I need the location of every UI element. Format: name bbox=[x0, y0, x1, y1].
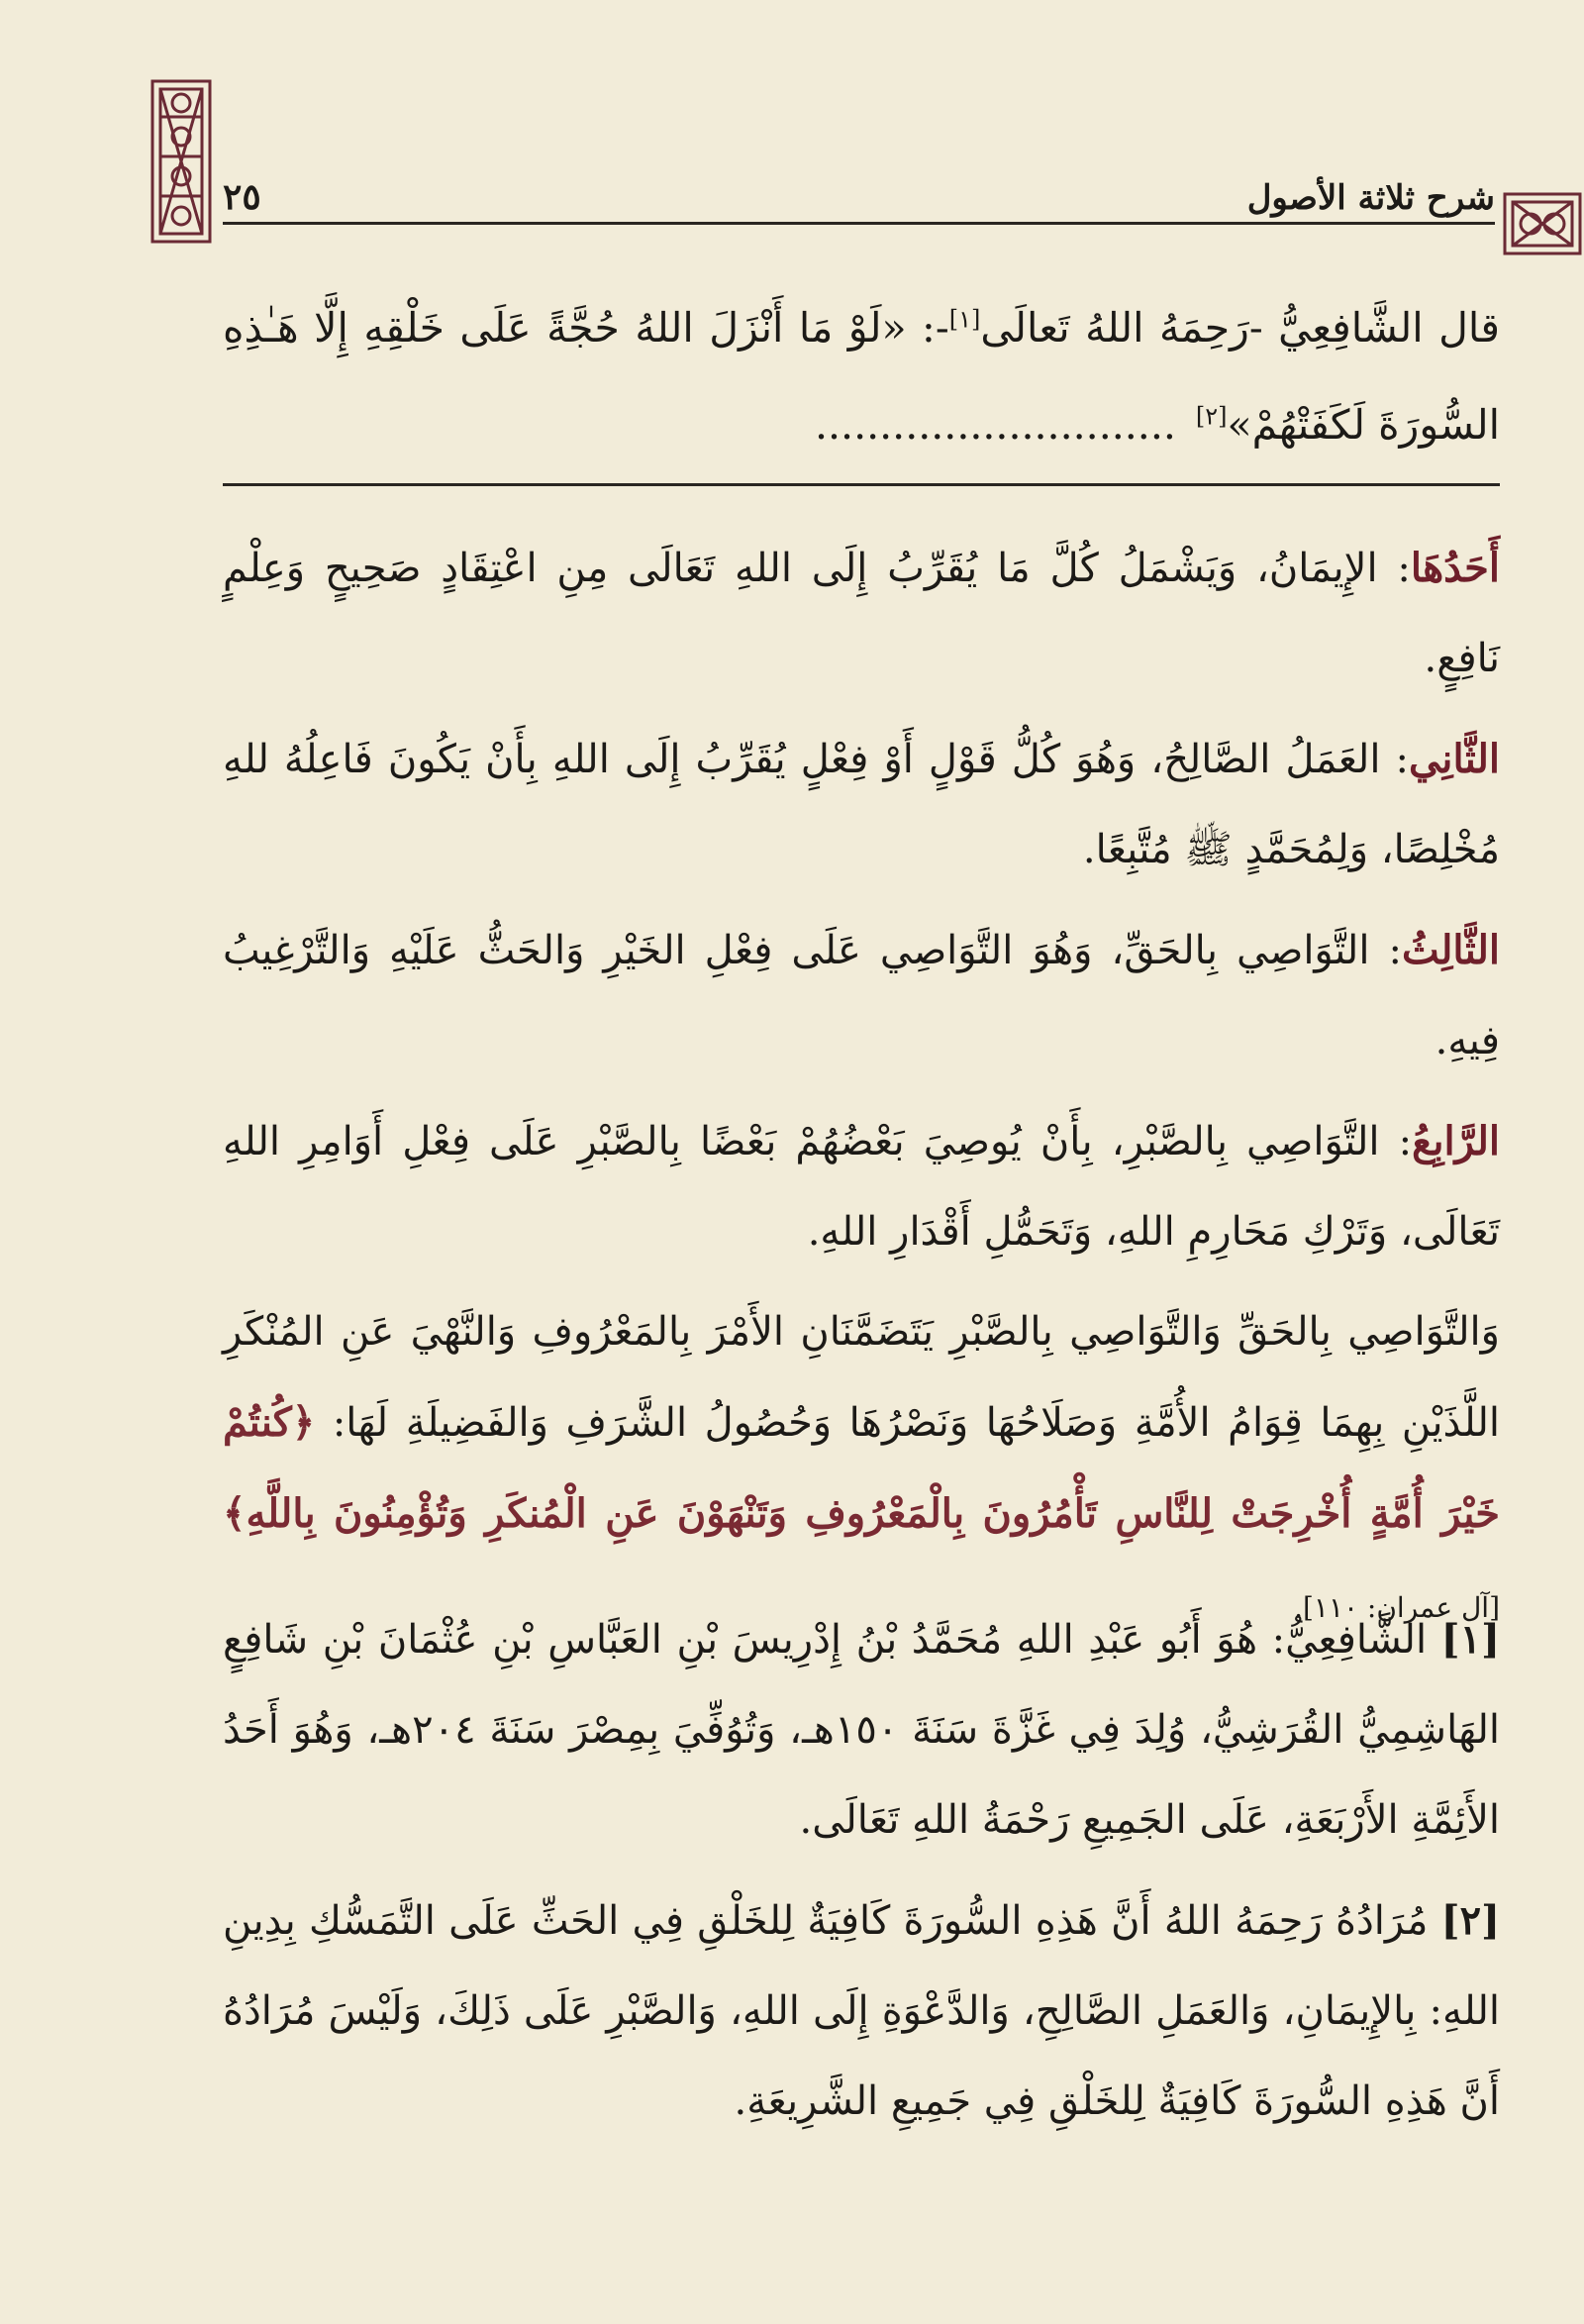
quran-verse: ﴿كُنتُمْ خَيْرَ أُمَّةٍ أُخْرِجَتْ لِلنَّاسِ تَأْمُرُونَ بِالْمَعْرُوفِ وَتَنْهَوْنَ عَنِ الْمُنكَرِ وَتُؤْمِنُونَ بِاللَّهِ﴾ bbox=[223, 1399, 1500, 1537]
book-title: شرح ثلاثة الأصول bbox=[1246, 178, 1495, 218]
point-item bbox=[223, 523, 1500, 704]
footnotes bbox=[223, 1594, 1500, 2157]
footnote-text: مُرَادُهُ رَحِمَهُ اللهُ أَنَّ هَذِهِ السُّورَةَ كَافِيَةٌ لِلخَلْقِ فِي الحَثِّ عَلَى التَّمَسُّكِ بِدِينِ اللهِ: بِالإِيمَانِ، وَالعَمَلِ الصَّالِحِ، وَالدَّعْوَةِ إِلَى اللهِ، وَالصَّبْرِ عَلَى ذَلِكَ، وَلَيْسَ مُرَادُهُ أَنَّ هَذِهِ السُّورَةَ كَافِيَةٌ لِلخَلْقِ فِي جَمِيعِ الشَّرِيعَةِ. bbox=[223, 1898, 1500, 2124]
footnote-number: [٢] bbox=[1440, 1897, 1500, 1944]
point-text: : التَّوَاصِي بِالحَقِّ، وَهُوَ التَّوَاصِي عَلَى فِعْلِ الخَيْرِ وَالحَثُّ عَلَيْهِ وَالتَّرْغِيبُ فِيهِ. bbox=[223, 928, 1500, 1063]
page-number: ٢٥ bbox=[223, 176, 261, 218]
point-item bbox=[223, 714, 1500, 895]
closing-text: وَالتَّوَاصِي بِالحَقِّ وَالتَّوَاصِي بِالصَّبْرِ يَتَضَمَّنَانِ الأَمْرَ بِالمَعْرُوفِ وَالنَّهْيَ عَنِ المُنْكَرِ اللَّذَيْنِ بِهِمَا قِوَامُ الأُمَّةِ وَصَلَاحُهَا وَنَصْرُهَا وَحُصُولُ الشَّرَفِ وَالفَضِيلَةِ لَهَا: bbox=[223, 1309, 1500, 1446]
verse-reference: [آل عمران: ١١٠]. bbox=[1294, 1591, 1500, 1624]
commentary-text bbox=[223, 523, 1500, 1663]
point-heading: الرَّابِعُ bbox=[1412, 1118, 1500, 1164]
point-heading: أَحَدُهَا bbox=[1410, 545, 1500, 591]
footnote-item bbox=[223, 1594, 1500, 1866]
quote-line-1: قال الشَّافِعِيُّ -رَحِمَهُ اللهُ تَعالَى bbox=[980, 304, 1501, 352]
footnote-number: [١] bbox=[1440, 1616, 1500, 1663]
shafii-quote bbox=[223, 279, 1500, 473]
footnote-item bbox=[223, 1875, 1500, 2147]
point-item bbox=[223, 1096, 1500, 1277]
header-divider bbox=[223, 222, 1495, 225]
running-header bbox=[223, 149, 1495, 218]
footnote-text: الشَّافِعِيُّ: هُوَ أَبُو عَبْدِ اللهِ مُحَمَّدُ بْنُ إِدْرِيسَ بْنِ العَبَّاسِ بْنِ عُثْمَانَ بْنِ شَافِعٍ الهَاشِمِيُّ القُرَشِيُّ، وُلِدَ فِي غَزَّةَ سَنَةَ ١٥٠هـ، وَتُوُفِّيَ بِمِصْرَ سَنَةَ ٢٠٤هـ، وَهُوَ أَحَدُ الأَئِمَّةِ الأَرْبَعَةِ، عَلَى الجَمِيعِ رَحْمَةُ اللهِ تَعَالَى. bbox=[223, 1617, 1501, 1843]
continuation-dots: ............................ bbox=[814, 401, 1176, 449]
point-text: : التَّوَاصِي بِالصَّبْرِ، بِأَنْ يُوصِيَ بَعْضُهُمْ بَعْضًا بِالصَّبْرِ عَلَى فِعْلِ أَوَامِرِ اللهِ تَعَالَى، وَتَرْكِ مَحَارِمِ اللهِ، وَتَحَمُّلِ أَقْدَارِ اللهِ. bbox=[223, 1119, 1500, 1255]
point-heading: الثَّالِثُ bbox=[1401, 927, 1500, 973]
quote-line-2: -: «لَوْ مَا أَنْزَلَ اللهُ حُجَّةً عَلَى خَلْقِهِ إِلَّا هَـٰذِهِ السُّورَةَ لَكَفَتْهُمْ» bbox=[223, 304, 1500, 449]
point-heading: الثَّانِي bbox=[1408, 736, 1500, 782]
knot-ornament-icon bbox=[148, 77, 214, 246]
point-item bbox=[223, 905, 1500, 1086]
footnote-ref-2: [٢] bbox=[1195, 402, 1228, 431]
footnote-ref-1: [١] bbox=[948, 305, 981, 334]
section-divider bbox=[223, 483, 1500, 486]
knot-ornament-side-icon bbox=[1501, 190, 1584, 257]
point-text: : العَمَلُ الصَّالِحُ، وَهُوَ كُلُّ قَوْلٍ أَوْ فِعْلٍ يُقَرِّبُ إِلَى اللهِ بِأَنْ يَكُونَ فَاعِلُهُ للهِ مُخْلِصًا، وَلِمُحَمَّدٍ ﷺ مُتَّبِعًا. bbox=[223, 737, 1500, 872]
point-text: : الإِيمَانُ، وَيَشْمَلُ كُلَّ مَا يُقَرِّبُ إِلَى اللهِ تَعَالَى مِنِ اعْتِقَادٍ صَحِيحٍ وَعِلْمٍ نَافِعٍ. bbox=[223, 546, 1500, 681]
